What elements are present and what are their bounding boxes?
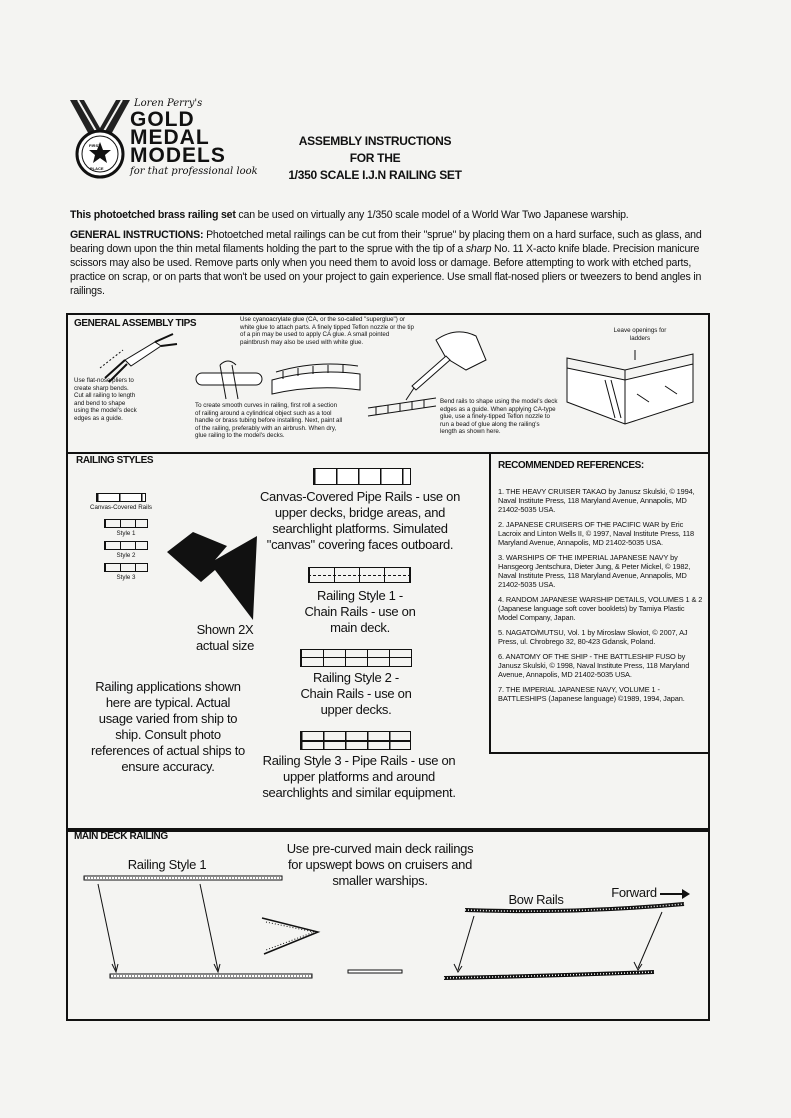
- page-title: [270, 133, 480, 184]
- reference-item: 1. THE HEAVY CRUISER TAKAO by Janusz Skulski, © 1994, Naval Institute Press, 118 Maryland Avenue, Annapolis, MD 21402-5035 USA.: [498, 487, 695, 514]
- logo-tagline: for that professional look: [130, 166, 258, 177]
- logo-line-medal: MEDAL: [130, 126, 210, 149]
- reference-item: 4. RANDOM JAPANESE WARSHIP DETAILS, VOLUMES 1 & 2 (Japanese language soft cover booklets) by Tamiya Plastic Model Company, Japan.: [498, 595, 703, 622]
- tip-curves-text: To create smooth curves in railing, first roll a section of railing around a cylindrical object such as a tool handle or brass tubing before installing. Next, paint all of the railing, preferably with an airbrush. When dry, glue railing to the model's decks.: [195, 402, 343, 440]
- rolling-tube-icon: [190, 355, 270, 400]
- logo-line-models: MODELS: [130, 144, 226, 167]
- title-line-2: FOR THE: [349, 151, 401, 165]
- main-deck-heading: MAIN DECK RAILING: [74, 831, 168, 842]
- mini-rail-style-2: [104, 541, 148, 550]
- intro-paragraph: [70, 208, 720, 222]
- medal-bottom-text: PLACE: [90, 166, 104, 171]
- rail-style-2-mid: [300, 657, 412, 658]
- shown-2x-label: Shown 2X actual size: [195, 622, 255, 653]
- reference-item: 7. THE IMPERIAL JAPANESE NAVY, VOLUME 1 - BATTLESHIPS (Japanese language) ©1989, 1994, Japan.: [498, 685, 685, 703]
- mini-rail-style-3: [104, 563, 148, 572]
- bow-rails-label: Bow Rails: [508, 892, 564, 907]
- references-bottom-line: [489, 752, 710, 754]
- deck-railing-icon: [268, 350, 363, 395]
- railing-styles-heading: RAILING STYLES: [76, 455, 154, 466]
- mini-canvas-label: Canvas-Covered Rails: [90, 504, 152, 511]
- ladder-openings-icon: [565, 340, 700, 430]
- style-2-description: Railing Style 2 - Chain Rails - use on upper decks.: [300, 670, 412, 717]
- logo-line-gold: GOLD: [130, 108, 195, 131]
- mini-style-1-label: Style 1: [116, 530, 136, 537]
- tip-ladders-text: Leave openings for ladders: [613, 327, 667, 342]
- rail-style-2-large: [300, 649, 412, 667]
- general-label: GENERAL INSTRUCTIONS:: [70, 229, 204, 241]
- medal-top-text: FIRST: [89, 143, 101, 148]
- title-line-1: ASSEMBLY INSTRUCTIONS: [298, 134, 452, 148]
- general-instructions: [70, 228, 720, 298]
- style-3-description: Railing Style 3 - Pipe Rails - use on upper platforms and around searchlights and similar equipment.: [262, 753, 456, 800]
- tip-pliers-text: Use flat-nose pliers to create sharp bends. Cut all railing to length and bend to shape using the model's deck edges as a guide.: [74, 377, 137, 422]
- mini-rail-canvas: [96, 493, 146, 502]
- references-heading: RECOMMENDED REFERENCES:: [498, 460, 644, 471]
- rail-canvas-large: [313, 468, 411, 485]
- main-deck-diagram-icon: [70, 870, 700, 990]
- reference-item: 5. NAGATO/MUTSU, Vol. 1 by Miroslaw Skwiot, © 2007, AJ Press, ul. Chrobrego 32, 80-423 Gdansk, Poland.: [498, 628, 688, 646]
- main-deck-style-1-label: Railing Style 1: [127, 857, 207, 872]
- canvas-description: Canvas-Covered Pipe Rails - use on upper decks, bridge areas, and searchlight platforms. Simulated "canvas" covering faces outboard.: [259, 489, 461, 552]
- title-line-3: 1/350 SCALE I.J.N RAILING SET: [288, 168, 462, 182]
- mini-style-2-label: Style 2: [116, 552, 136, 559]
- references-list: [498, 487, 704, 703]
- tip-glue-text: Use cyanoacrylate glue (CA, or the so-called "superglue") or white glue to attach parts. A finely tipped Teflon nozzle or the tip of a pin may be used to apply CA glue. A small pointed paintbrush may also be used with white glue.: [240, 316, 414, 346]
- typical-usage-note: Railing applications shown here are typical. Actual usage varied from ship to ship. Consult photo references of actual ships to ensure accuracy.: [91, 679, 245, 774]
- intro-rest: can be used on virtually any 1/350 scale model of a World War Two Japanese warship.: [235, 209, 629, 221]
- general-sharp: sharp: [465, 243, 492, 255]
- precurved-note: Use pre-curved main deck railings for upswept bows on cruisers and smaller warships.: [286, 841, 474, 888]
- mini-rail-style-1: [104, 519, 148, 528]
- rail-style-1-mid: [308, 575, 411, 577]
- intro-bold: This photoetched brass railing set: [70, 209, 236, 221]
- reference-item: 2. JAPANESE CRUISERS OF THE PACIFIC WAR by Eric Lacroix and Linton Wells II, © 1997, Naval Institute Press, 118 Maryland Avenue, Annapolis, MD 21402-5035 USA.: [498, 520, 695, 547]
- general-text-b: No. 11 X-acto knife blade. Precision manicure scissors may also be used. Remove parts only when you need them to avoid loss or damage. Before attempting to work with etched parts, practice on scrap, or on parts that won't be used on your project to gain experience. Use small flat-nosed pliers or tweezers to bend angles in railings.: [70, 243, 702, 297]
- reference-item: 3. WARSHIPS OF THE IMPERIAL JAPANESE NAVY by Hansgeorg Jentschura, Dieter Jung, & Peter Mickel, © 1982, Naval Institute Press, 118 Maryland Avenue, Annapolis, MD 21402-5035 USA.: [498, 553, 691, 589]
- forward-label: Forward: [611, 885, 657, 900]
- rail-style-3-mid: [300, 740, 411, 742]
- reference-item: 6. ANATOMY OF THE SHIP - THE BATTLESHIP FUSO by Janusz Skulski, © 1998, Naval Institute Press, 118 Maryland Avenue, Annapolis, MD 21402-5035 USA.: [498, 652, 690, 679]
- style-1-description: Railing Style 1 - Chain Rails - use on main deck.: [304, 588, 416, 635]
- general-text-a: Photoetched metal railings can be cut from their "sprue" by placing them on a hard surface, such as glass, and bearing down upon the thin metal filaments holding the part to the sprue with the tip of a: [70, 229, 702, 255]
- tip-bend-text: Bend rails to shape using the model's deck edges as a guide. When applying CA-type glue, use a finely-tipped Teflon nozzle to run a bead of glue along the railing's length as shown here.: [440, 398, 558, 436]
- references-divider: [489, 452, 491, 754]
- assembly-tips-heading: GENERAL ASSEMBLY TIPS: [74, 318, 197, 329]
- logo-script: Loren Perry's: [134, 98, 203, 109]
- mini-style-3-label: Style 3: [116, 574, 136, 581]
